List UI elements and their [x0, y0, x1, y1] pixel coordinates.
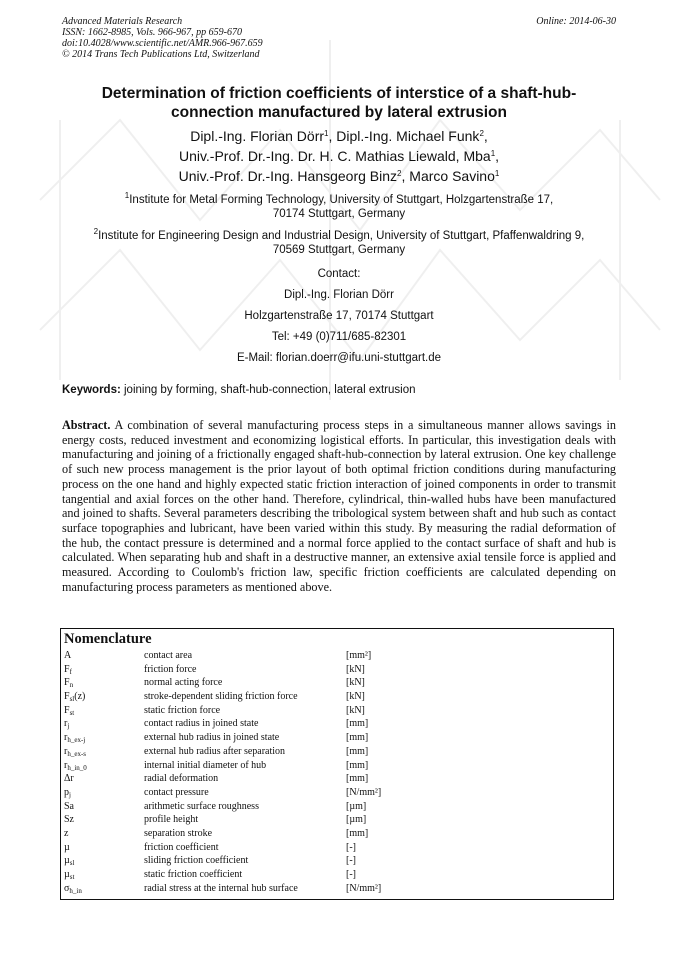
nomenclature-unit: [µm] [346, 814, 367, 826]
affiliation-text: 70174 Stuttgart, Germany [272, 208, 406, 220]
symbol-base: r [64, 718, 68, 730]
nomenclature-description: external hub radius in joined state [144, 732, 280, 744]
affiliation-text: Institute for Engineering Design and Industrial Design, University of Stuttgart, Pfaffenwaldring 9, [98, 230, 585, 242]
nomenclature-description: contact radius in joined state [144, 718, 259, 730]
nomenclature-unit: [N/mm²] [346, 882, 382, 894]
author-name: Dipl.-Ing. Michael Funk [336, 128, 480, 144]
nomenclature-description: external hub radius after separation [144, 745, 286, 757]
symbol-base: σ [64, 882, 70, 894]
symbol-suffix: (z) [74, 691, 86, 703]
nomenclature-symbol [64, 759, 144, 773]
nomenclature-unit: [mm] [346, 718, 369, 730]
paper-title [62, 84, 616, 122]
title-line-1: Determination of friction coefficients of interstice of a shaft-hub- [101, 85, 577, 102]
nomenclature-unit: [mm] [346, 773, 369, 785]
nomenclature-symbol [64, 772, 144, 786]
nomenclature-unit: [mm] [346, 745, 369, 757]
author-affil-sup: 2 [397, 169, 402, 178]
nomenclature-row [64, 663, 610, 677]
symbol-base: Sz [64, 814, 74, 826]
nomenclature-symbol [64, 676, 144, 690]
nomenclature-unit: [-] [346, 855, 356, 867]
copyright-line: © 2014 Trans Tech Publications Ltd, Switzerland [62, 49, 260, 60]
nomenclature-description: stroke-dependent sliding friction force [144, 691, 298, 703]
abstract-label: Abstract. [62, 418, 111, 432]
author-line-2 [62, 146, 616, 166]
author-list [62, 126, 616, 186]
affiliation-sup: 2 [93, 227, 99, 236]
keywords-text: joining by forming, shaft-hub-connection, lateral extrusion [120, 384, 416, 396]
nomenclature-description: friction force [144, 663, 197, 675]
nomenclature-symbol [64, 649, 144, 663]
nomenclature-symbol [64, 786, 144, 800]
nomenclature-row [64, 882, 610, 896]
nomenclature-row [64, 868, 610, 882]
nomenclature-unit: [-] [346, 841, 356, 853]
author-name: Univ.-Prof. Dr.-Ing. Dr. H. C. Mathias Liewald, Mba [178, 148, 491, 164]
nomenclature-symbol [64, 882, 144, 896]
nomenclature-description: static friction force [144, 704, 221, 716]
nomenclature-title: Nomenclature [64, 631, 152, 647]
author-affil-sup: 1 [324, 129, 329, 138]
nomenclature-symbol [64, 717, 144, 731]
symbol-subscript: n [69, 681, 74, 690]
symbol-base: r [64, 732, 68, 744]
affiliation-sup: 1 [124, 191, 130, 200]
nomenclature-row [64, 731, 610, 745]
nomenclature-description: static friction coefficient [144, 869, 243, 880]
abstract [62, 418, 616, 594]
nomenclature-description: contact area [144, 650, 193, 661]
nomenclature-row [64, 786, 610, 800]
affiliation-2 [62, 229, 616, 257]
symbol-subscript: j [67, 722, 70, 731]
author-name: Marco Savino [409, 168, 495, 184]
author-line-1 [62, 126, 616, 146]
author-separator: , [483, 128, 488, 144]
symbol-subscript: st [69, 708, 75, 717]
nomenclature-unit: [µm] [346, 800, 367, 812]
nomenclature-unit: [N/mm²] [346, 786, 382, 798]
contact-block [62, 264, 616, 369]
author-separator: , [328, 128, 337, 144]
author-name: Dipl.-Ing. Florian Dörr [190, 128, 325, 144]
symbol-base: F [64, 704, 70, 716]
nomenclature-row [64, 772, 610, 786]
nomenclature-row [64, 717, 610, 731]
author-affil-sup: 1 [490, 149, 496, 158]
nomenclature-symbol [64, 854, 144, 868]
symbol-base: µ [64, 855, 70, 867]
nomenclature-symbol [64, 868, 144, 882]
nomenclature-description: contact pressure [144, 786, 209, 798]
nomenclature-row [64, 813, 610, 827]
nomenclature-symbol [64, 800, 144, 814]
symbol-base: µ [64, 869, 70, 880]
online-date: Online: 2014-06-30 [536, 16, 616, 27]
nomenclature-unit: [mm] [346, 759, 369, 771]
symbol-subscript: h_ex-s [67, 749, 87, 758]
author-name: Univ.-Prof. Dr.-Ing. Hansgeorg Binz [178, 168, 398, 184]
symbol-subscript: st [69, 873, 75, 881]
symbol-base: r [64, 745, 68, 757]
symbol-subscript: h_ex-j [67, 736, 86, 745]
nomenclature-row [64, 841, 610, 855]
nomenclature-description: friction coefficient [144, 841, 219, 853]
affiliation-1 [62, 193, 616, 221]
symbol-base: Sa [64, 800, 74, 812]
nomenclature-symbol [64, 704, 144, 718]
nomenclature-symbol [64, 745, 144, 759]
nomenclature-row [64, 827, 610, 841]
journal-header [62, 16, 263, 60]
nomenclature-description: separation stroke [144, 827, 213, 839]
nomenclature-description: sliding friction coefficient [144, 855, 249, 867]
symbol-subscript: f [69, 667, 72, 676]
author-affil-sup: 2 [479, 129, 484, 138]
affiliation-text: 70569 Stuttgart, Germany [272, 244, 406, 256]
nomenclature-row [64, 759, 610, 773]
nomenclature-description: radial deformation [144, 773, 219, 785]
title-line-2: connection manufactured by lateral extrusion [171, 104, 507, 121]
nomenclature-symbol [64, 827, 144, 841]
author-line-3 [62, 166, 616, 186]
nomenclature-row [64, 704, 610, 718]
nomenclature-unit: [mm²] [346, 650, 372, 661]
symbol-base: r [64, 759, 68, 771]
nomenclature-symbol [64, 841, 144, 855]
abstract-text: A combination of several manufacturing process steps in a simultaneous manner allows savings in energy costs, reduced investment and economizing logistical efforts. In particular, this investigation deals with manufacturing and joining of a frictionally engaged shaft-hub-connection by lateral extrusion. One key challenge of such new process management is the prior layout of both optimal friction conditions during manufacturing process on the one hand and highly expected static friction interaction of joined components in order to transmit tangential and axial forces on the other hand. Therefore, cylindrical, thin-walled hubs have been manufactured and joined to shafts. Several parameters describing the tribological system between shaft and hub such as contact surface topographies and lubricant, have been varied within this study. By measuring the radial deformation of the hub, the contact pressure is determined and a normal force applied to the contact surface of shaft and hub is calculated. When separating hub and shaft in a destructive manner, an extensive axial tensile force is applied and measured. According to Coulomb's friction law, specific friction coefficients are calculated depending on manufacturing process parameters as mentioned above. [62, 418, 616, 594]
nomenclature-unit: [mm] [346, 732, 369, 744]
keywords [62, 384, 616, 396]
contact-tel: Tel: +49 (0)711/685-82301 [271, 331, 407, 343]
symbol-subscript: h_in [69, 886, 82, 895]
symbol-subscript: sl [69, 695, 75, 704]
keywords-label: Keywords: [62, 384, 121, 396]
nomenclature-symbol [64, 731, 144, 745]
nomenclature-unit: [kN] [346, 691, 365, 703]
symbol-base: F [64, 691, 70, 703]
nomenclature-row [64, 745, 610, 759]
nomenclature-description: profile height [144, 814, 199, 826]
symbol-subscript: sl [69, 859, 75, 868]
nomenclature-description: normal acting force [144, 677, 223, 689]
symbol-base: A [64, 650, 72, 661]
nomenclature-description: internal initial diameter of hub [144, 759, 267, 771]
nomenclature-description: radial stress at the internal hub surface [144, 882, 298, 894]
symbol-subscript: j [69, 790, 71, 799]
nomenclature-row [64, 854, 610, 868]
journal-name: Advanced Materials Research [62, 16, 183, 27]
nomenclature-unit: [kN] [346, 677, 365, 689]
nomenclature-symbol [64, 813, 144, 827]
nomenclature-unit: [kN] [346, 663, 365, 675]
contact-name: Dipl.-Ing. Florian Dörr [284, 289, 394, 301]
symbol-subscript: h_in_0 [67, 763, 87, 772]
symbol-base: F [64, 677, 70, 689]
affiliation-text: Institute for Metal Forming Technology, University of Stuttgart, Holzgartenstraße 17, [129, 194, 554, 206]
symbol-base: F [64, 663, 70, 675]
nomenclature-symbol [64, 663, 144, 677]
nomenclature-row [64, 649, 610, 663]
author-separator: , [495, 148, 500, 164]
symbol-base: p [64, 786, 69, 798]
issn-line: ISSN: 1662-8985, Vols. 966-967, pp 659-670 [62, 27, 242, 38]
contact-email[interactable]: E-Mail: florian.doerr@ifu.uni-stuttgart.de [236, 352, 442, 364]
doi-line: doi:10.4028/www.scientific.net/AMR.966-967.659 [62, 38, 263, 49]
nomenclature-unit: [mm] [346, 827, 369, 839]
nomenclature-unit: [-] [346, 869, 356, 880]
nomenclature-table [64, 649, 610, 895]
nomenclature-description: arithmetic surface roughness [144, 800, 259, 812]
contact-label: Contact: [317, 268, 361, 280]
symbol-base: z [64, 827, 69, 839]
author-separator: , [401, 168, 410, 184]
nomenclature-box [60, 628, 614, 900]
nomenclature-row [64, 690, 610, 704]
author-affil-sup: 1 [494, 169, 500, 178]
nomenclature-unit: [kN] [346, 704, 365, 716]
symbol-base: µ [64, 841, 70, 853]
nomenclature-row [64, 676, 610, 690]
symbol-base: Δr [64, 773, 74, 785]
nomenclature-row [64, 800, 610, 814]
contact-address: Holzgartenstraße 17, 70174 Stuttgart [244, 310, 434, 322]
nomenclature-symbol [64, 690, 144, 704]
